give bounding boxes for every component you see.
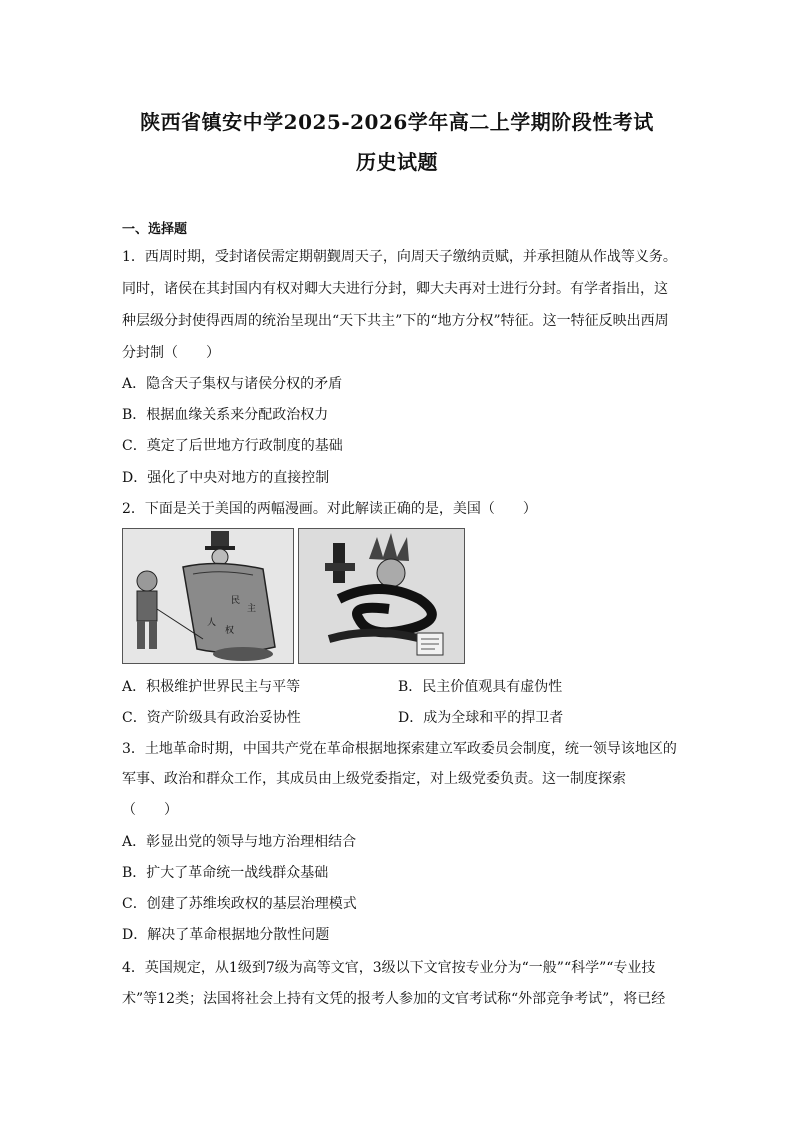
q2-stem: 2．下面是关于美国的两幅漫画。对此解读正确的是，美国（ ）: [122, 501, 537, 517]
q2-option-c: C．资产阶级具有政治妥协性: [122, 710, 301, 726]
exam-subtitle: 历史试题: [356, 150, 438, 174]
q3-option-b: B．扩大了革命统一战线群众基础: [122, 865, 329, 881]
section-heading: 一、选择题: [122, 222, 188, 237]
cartoon-label: 主: [247, 604, 257, 614]
cartoon-label: 人: [207, 618, 217, 628]
q2-option-d: D．成为全球和平的捍卫者: [398, 710, 564, 726]
q1-line: 同时，诸侯在其封国内有权对卿大夫进行分封，卿大夫再对士进行分封。有学者指出，这: [122, 281, 668, 297]
q3-line: 3．土地革命时期，中国共产党在革命根据地探索建立军政委员会制度，统一领导该地区的: [122, 741, 677, 757]
q1-option-d: D．强化了中央对地方的直接控制: [122, 470, 330, 486]
exam-title: 陕西省镇安中学2025-2026学年高二上学期阶段性考试: [140, 110, 654, 134]
cartoon-label: 权: [225, 626, 235, 636]
q1-line: 种层级分封使得西周的统治呈现出“天下共主”下的“地方分权”特征。这一特征反映出西周: [122, 313, 669, 329]
q3-line: （ ）: [122, 802, 178, 818]
q2-option-b: B．民主价值观具有虚伪性: [398, 679, 563, 695]
q3-option-a: A．彰显出党的领导与地方治理相结合: [122, 834, 357, 850]
cartoon-label: 民: [231, 596, 241, 606]
q2-option-a: A．积极维护世界民主与平等: [122, 679, 301, 695]
q4-line: 术”等12类；法国将社会上持有文凭的报考人参加的文官考试称“外部竞争考试”，将已经: [122, 991, 666, 1007]
q1-option-a: A．隐含天子集权与诸侯分权的矛盾: [122, 376, 343, 392]
q1-option-b: B．根据血缘关系来分配政治权力: [122, 407, 329, 423]
q1-line: 1．西周时期，受封诸侯需定期朝觐周天子，向周天子缴纳贡赋，并承担随从作战等义务。: [122, 249, 677, 265]
q3-option-c: C．创建了苏维埃政权的基层治理模式: [122, 896, 357, 912]
q1-line: 分封制（ ）: [122, 345, 220, 361]
q3-option-d: D．解决了革命根据地分散性问题: [122, 927, 330, 943]
q3-line: 军事、政治和群众工作，其成员由上级党委指定，对上级党委负责。这一制度探索: [122, 771, 626, 787]
q1-option-c: C．奠定了后世地方行政制度的基础: [122, 438, 343, 454]
cartoon-democracy-human-rights: [122, 528, 294, 664]
q4-line: 4．英国规定，从1级到7级为高等文官，3级以下文官按专业分为“一般”“科学”“专业技: [122, 960, 656, 976]
cartoon-statue-of-liberty: [298, 528, 465, 664]
